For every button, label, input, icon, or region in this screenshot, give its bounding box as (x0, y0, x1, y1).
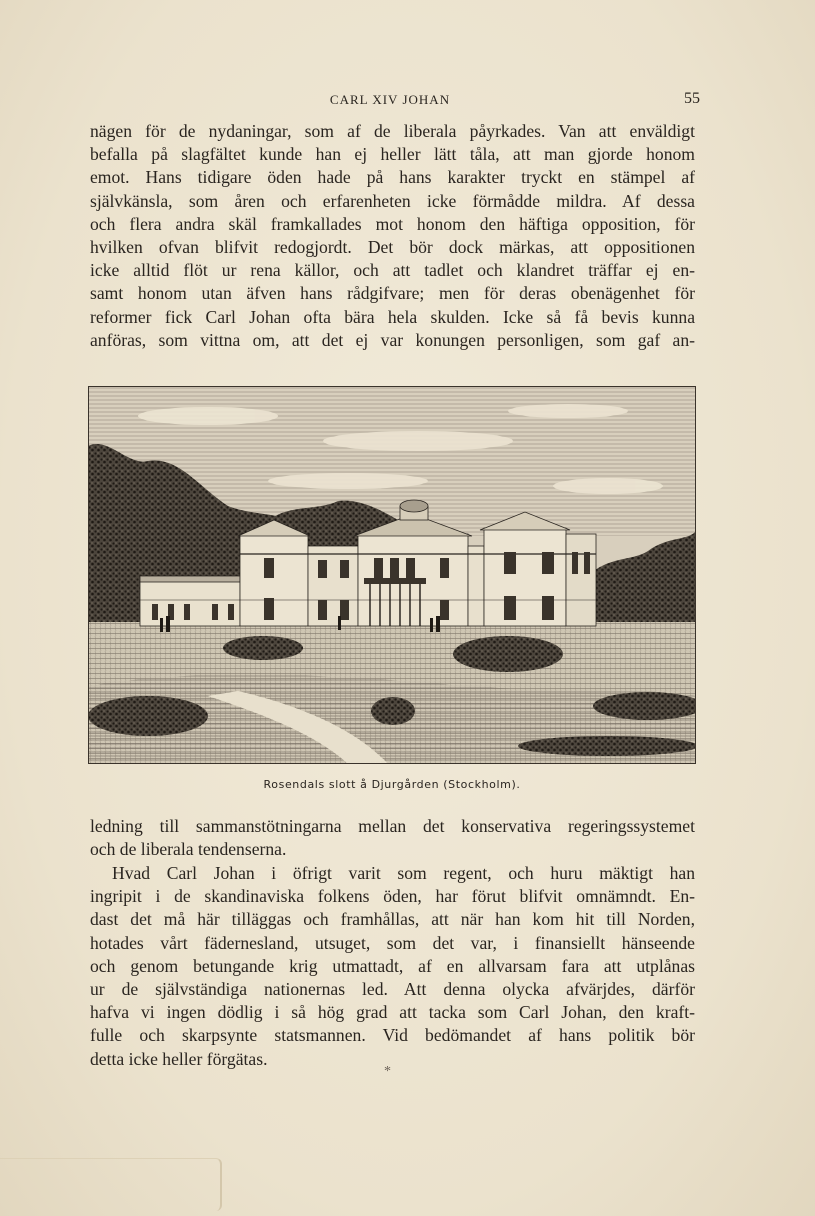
running-head (90, 90, 700, 110)
text-line: samt honom utan äfven hans rådgifvare; men för deras obenägenhet för (90, 283, 695, 304)
text-line: ledning till sammanstötningarna mellan det konservativa regeringssystemet (90, 816, 695, 836)
text-line: hotades vårt fädernesland, utsuget, som det var, i finansiellt hänseende (90, 932, 695, 953)
page-number: 55 (684, 90, 700, 107)
text-line: reformer fick Carl Johan ofta bära hela skulden. Icke så få bevis kunna (90, 306, 695, 327)
text-line: Hvad Carl Johan i öfrigt varit som regent, och huru mäktigt han (112, 863, 695, 883)
text-line: ingripit i de skandinaviska folkens öden, har förut blifvit omnämndt. En- (90, 886, 695, 907)
text-line: självkänsla, som åren och erfarenheten icke förmådde mildra. Af dessa (90, 190, 695, 211)
text-line: detta icke heller förgätas. (90, 1048, 268, 1069)
running-title: CARL XIV JOHAN (329, 92, 451, 107)
section-ornament: * (384, 1064, 391, 1079)
text-line: hvilken ofvan blifvit redogjordt. Det bör dock märkas, att oppositionen (90, 237, 695, 258)
text-line: nägen för de nydaningar, som af de liberala påyrkades. Van att enväldigt (90, 121, 695, 141)
text-line: ur de självständiga nationernas led. Att denna olycka afvärjdes, därför (90, 979, 695, 1000)
text-line: och genom betungande krig utmattadt, af en allvarsam fara att utplånas (90, 955, 695, 976)
text-line: emot. Hans tidigare öden hade på hans karakter tryckt en stämpel af (90, 167, 695, 188)
text-line: icke alltid flöt ur rena källor, och att tadlet och klandret träffar ej en- (90, 260, 695, 281)
text-line: och flera andra skäl framkallades mot honom den häftiga opposition, för (90, 213, 695, 234)
text-line: fulle och skarpsynte statsmannen. Vid bedömandet af hans politik bör (90, 1025, 695, 1046)
text-line: och de liberala tendenserna. (90, 839, 287, 860)
text-line: hafva vi ingen dödlig i så hög grad att tacka som Carl Johan, den kraft- (90, 1002, 695, 1023)
text-line: dast det må här tilläggas och framhållas, att när han kom hit till Norden, (90, 909, 695, 930)
engraving-illustration (88, 386, 696, 764)
text-line: anföras, som vittna om, att det ej var konungen personligen, som gaf an- (90, 329, 695, 350)
paragraph-1 (90, 120, 695, 352)
paragraph-3 (90, 862, 695, 1071)
text-line: befalla på slagfältet kunde han ej heller lätt tåla, att man gjorde honom (90, 144, 695, 165)
paragraph-2 (90, 815, 695, 861)
page-edge-mark (0, 1158, 222, 1211)
figure-caption: Rosendals slott å Djurgården (Stockholm). (263, 778, 521, 791)
